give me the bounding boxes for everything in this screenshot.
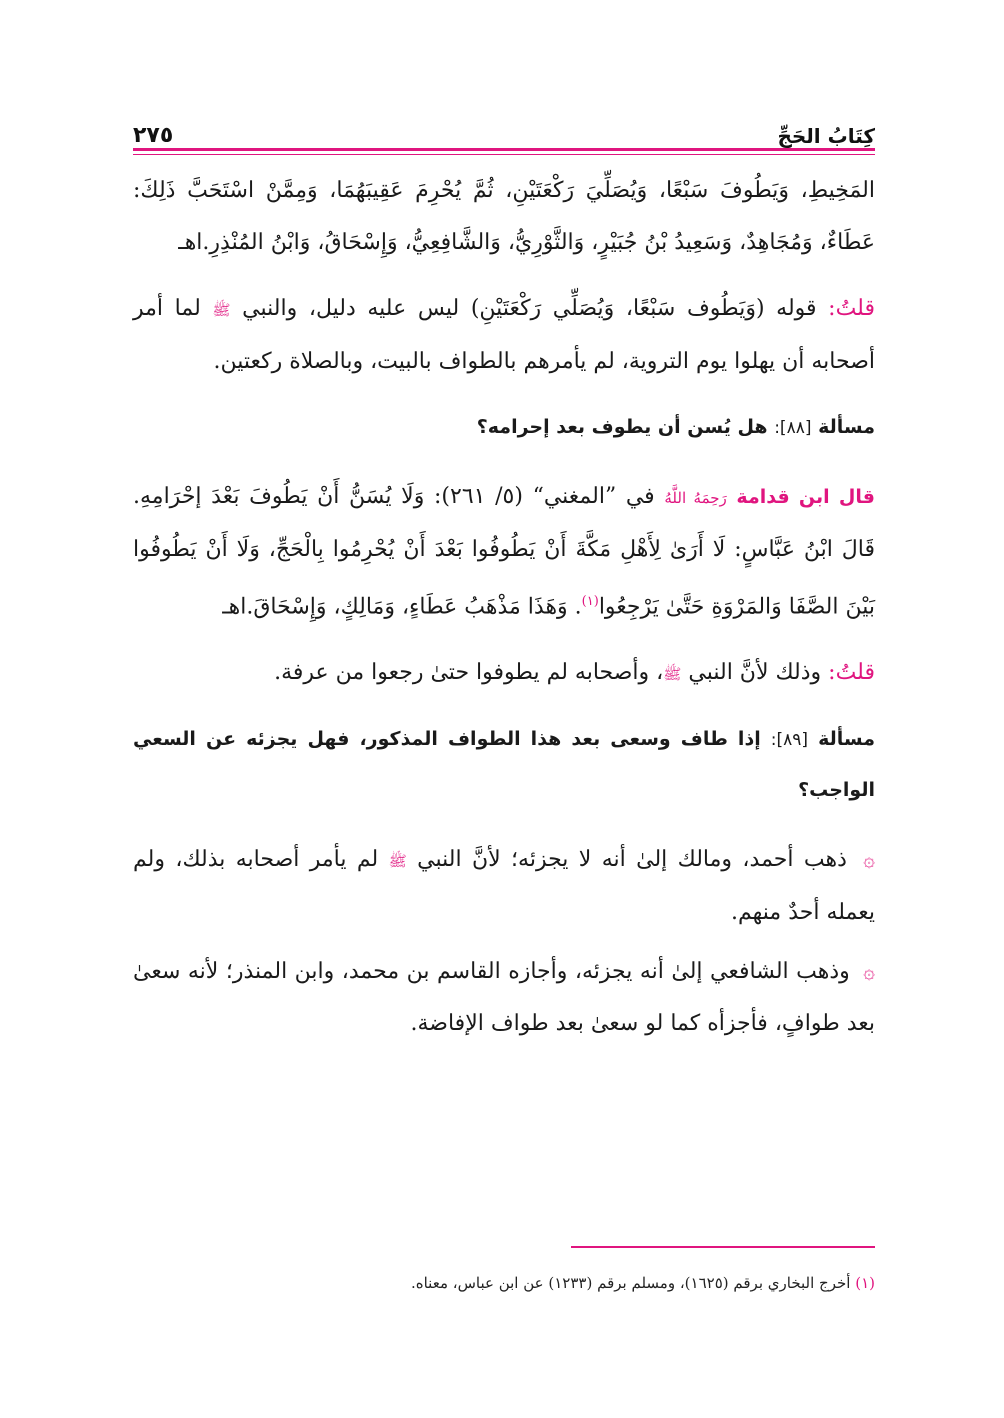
- footnote-text: أخرج البخاري برقم (١٦٢٥)، ومسلم برقم (١٢٣٣) عن ابن عباس، معناه.: [410, 1274, 851, 1292]
- footnote-reference[interactable]: (١): [581, 594, 599, 609]
- bullet-paragraph-2: [133, 945, 875, 1050]
- footnote-marker: (١): [855, 1274, 875, 1292]
- paragraph-text: ، وأصحابه لم يطوفوا حتىٰ رجعوا من عرفة.: [274, 660, 664, 686]
- header-rule-thin: [133, 154, 875, 155]
- header-rule-thick: [133, 148, 875, 151]
- book-title: كِتَابُ الحَجِّ: [777, 124, 875, 148]
- masala-heading-89: [133, 714, 875, 815]
- masala-label: مسألة: [818, 416, 875, 438]
- page-body: [133, 165, 875, 1056]
- masala-heading-88: [133, 402, 875, 453]
- paragraph-text: ذهب أحمد، ومالك إلىٰ أنه لا يجزئه؛ لأنَّ النبي: [417, 847, 847, 873]
- paragraph-text: وذهب الشافعي إلىٰ أنه يجزئه، وأجازه القاسم بن محمد، وابن المنذر؛ لأنه سعىٰ بعد طوافٍ، فأجزأه كما لو سعىٰ بعد طواف الإفاضة.: [133, 959, 875, 1037]
- honorific-glyph: ﷺ: [388, 852, 407, 871]
- flower-bullet-icon: ۞: [863, 847, 875, 872]
- paragraph-quote-continuation: [133, 165, 875, 269]
- paragraph-text: قوله (وَيَطُوف سَبْعًا، وَيُصَلِّي رَكْعَتَيْنِ) ليس عليه دليل، والنبي: [242, 296, 817, 321]
- honorific-glyph: ﷺ: [212, 301, 231, 319]
- footnote: [133, 1270, 875, 1296]
- paragraph-text: لم يأمر أصحابه بذلك، ولم يعمله أحدٌ منهم.: [133, 847, 875, 926]
- honorific-glyph: رَحِمَهُ اللَّهُ: [664, 489, 727, 507]
- paragraph-text: في ”المغني“ (٥/ ٢٦١): وَلَا يُسَنُّ أَنْ يَطُوفَ بَعْدَ إحْرَامِهِ. قَالَ ابْنُ عَبَّاسٍ: لَا أَرَىٰ لِأَهْلِ مَكَّةَ أَنْ يَطُوفُوا بَعْدَ أَنْ يُحْرِمُوا بِالْحَجِّ، وَلَا أَنْ يَطُوفُوا بَيْنَ الصَّفَا وَالمَرْوَةِ حَتَّىٰ يَرْجِعُوا: [133, 484, 875, 620]
- masala-label: مسألة: [818, 728, 876, 751]
- footnote-separator: [571, 1246, 875, 1248]
- flower-bullet-icon: ۞: [863, 959, 875, 984]
- masala-title: هل يُسن أن يطوف بعد إحرامه؟: [476, 416, 768, 438]
- paragraph-text: . وَهَذَا مَذْهَبُ عَطَاءٍ، وَمَالِكٍ، وَإِسْحَاقَ.اهـ: [222, 594, 582, 620]
- speaker-name: قال ابن قدامة: [736, 486, 875, 508]
- masala-number: [٨٩]:: [770, 730, 809, 751]
- honorific-glyph: ﷺ: [663, 665, 682, 684]
- paragraph-text: المَخِيطِ، وَيَطُوفَ سَبْعًا، وَيُصَلِّيَ رَكْعَتَيْنِ، ثُمَّ يُحْرِمَ عَقِيبَهُمَا، وَمِمَّنْ اسْتَحَبَّ ذَلِكَ: عَطَاءٌ، وَمُجَاهِدٌ، وَسَعِيدُ بْنُ جُبَيْرٍ، وَالثَّوْرِيُّ، وَالشَّافِعِيُّ، وَإِسْحَاقُ، وَابْنُ المُنْذِرِ.اهـ: [133, 178, 875, 255]
- bullet-paragraph-1: [133, 833, 875, 939]
- running-header: [133, 108, 875, 148]
- qult-label: قلتُ:: [828, 660, 875, 686]
- qult-label: قلتُ:: [828, 296, 875, 321]
- paragraph-commentary-1: [133, 283, 875, 388]
- paragraph-ibn-qudama: [133, 471, 875, 633]
- masala-number: [٨٨]:: [774, 418, 812, 438]
- page-number: ٢٧٥: [133, 123, 174, 148]
- paragraph-commentary-2: [133, 647, 875, 700]
- masala-title: إذا طاف وسعى بعد هذا الطواف المذكور، فهل يجزئه عن السعي الواجب؟: [133, 728, 875, 802]
- paragraph-text: وذلك لأنَّ النبي: [688, 660, 822, 686]
- paragraph-text: لما أمر أصحابه أن يهلوا يوم التروية، لم يأمرهم بالطواف بالبيت، وبالصلاة ركعتين.: [133, 296, 875, 374]
